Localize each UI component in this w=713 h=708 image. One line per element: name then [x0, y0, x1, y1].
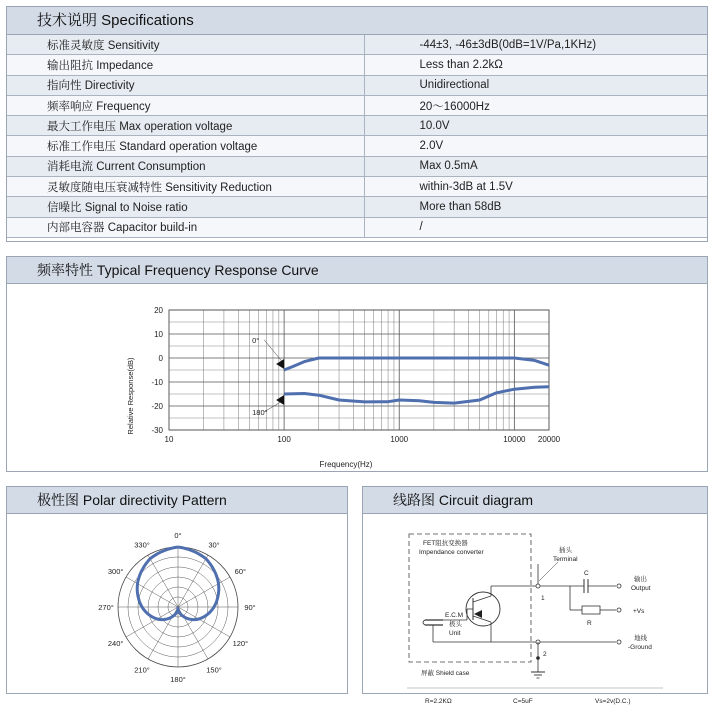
spec-value: More than 58dB — [364, 197, 707, 217]
polar-spoke — [148, 555, 178, 607]
footer-resistance: R=2.2KΩ — [425, 698, 452, 705]
specifications-panel — [6, 6, 708, 242]
polar-angle-label: 240° — [107, 639, 124, 648]
polar-angle-label: 0° — [174, 531, 182, 540]
resistor-label: R — [587, 620, 592, 627]
y-tick-label: -10 — [151, 378, 163, 387]
ground-label-cn: 地线 — [634, 635, 647, 642]
fet-label-en: Impendance converter — [419, 549, 484, 556]
spec-row — [7, 177, 707, 197]
circuit-diagram — [363, 514, 707, 705]
series-label: 0° — [252, 335, 260, 345]
spec-row — [7, 217, 707, 237]
polar-angle-label: 30° — [208, 540, 220, 550]
spec-row — [7, 197, 707, 217]
polar-angle-label: 120° — [232, 639, 249, 648]
polar-angle-label: 270° — [98, 603, 114, 612]
y-tick-label: -30 — [151, 426, 163, 435]
capacitor-label: C — [584, 570, 589, 577]
polar-pattern-panel — [6, 486, 348, 694]
spec-row — [7, 136, 707, 156]
polar-spoke — [178, 607, 230, 637]
spec-row — [7, 95, 707, 115]
frequency-response-panel — [6, 256, 708, 472]
polar-angle-label: 330° — [134, 540, 150, 550]
spec-row — [7, 156, 707, 176]
specifications-title: 技术说明 Specifications — [7, 7, 707, 35]
output-terminal — [617, 584, 621, 588]
polar-spoke — [178, 577, 230, 607]
vs-label: +Vs — [633, 608, 645, 615]
spec-value: 20～16000Hz — [364, 95, 707, 115]
circuit-diagram-panel — [362, 486, 708, 705]
x-tick-label: 100 — [277, 435, 291, 444]
spec-label: 输出阻抗 Impedance — [7, 55, 364, 75]
spec-label: 标准灵敏度 Sensitivity — [7, 35, 364, 55]
frequency-response-chart — [7, 284, 707, 471]
y-tick-label: 20 — [154, 306, 163, 315]
polar-angle-label: 60° — [234, 567, 247, 576]
pin-2-label: 2 — [543, 651, 547, 658]
spec-value: / — [364, 217, 707, 237]
spec-label: 指向性 Directivity — [7, 75, 364, 95]
spec-value: Less than 2.2kΩ — [364, 55, 707, 75]
x-axis-label: Frequency(Hz) — [319, 460, 373, 469]
y-tick-label: 10 — [154, 330, 163, 339]
ground-terminal — [617, 640, 621, 644]
circuit-diagram-title: 线路图 Circuit diagram — [363, 487, 707, 514]
x-tick-label: 10 — [164, 435, 174, 444]
spec-label: 标准工作电压 Standard operation voltage — [7, 136, 364, 156]
polar-angle-label: 210° — [134, 665, 150, 675]
polar-angle-label: 90° — [244, 603, 256, 612]
x-tick-label: 20000 — [537, 435, 561, 444]
frequency-response-title: 频率特性 Typical Frequency Response Curve — [7, 257, 707, 284]
spec-value: Max 0.5mA — [364, 156, 707, 176]
spec-value: 2.0V — [364, 136, 707, 156]
terminal-label-en: Terminal — [553, 556, 578, 563]
terminal-1 — [536, 584, 540, 588]
spec-label: 内部电容器 Capacitor build-in — [7, 217, 364, 237]
ecm-label-2: 极头 — [449, 621, 462, 628]
ecm-label-1: E.C.M — [445, 612, 464, 619]
spec-label: 消耗电流 Current Consumption — [7, 156, 364, 176]
spec-label: 频率响应 Frequency — [7, 95, 364, 115]
footer-capacitance: C=5uF — [513, 698, 533, 705]
pin-1-label: 1 — [541, 595, 545, 602]
polar-spoke — [178, 555, 208, 607]
spec-value: within-3dB at 1.5V — [364, 177, 707, 197]
ecm-label-3: Unit — [449, 630, 461, 637]
spec-row — [7, 55, 707, 75]
resistor — [582, 606, 600, 614]
spec-row — [7, 116, 707, 136]
x-tick-label: 10000 — [503, 435, 526, 444]
output-label-cn: 输出 — [634, 576, 647, 583]
specifications-table — [7, 35, 707, 238]
y-tick-label: 0 — [158, 354, 163, 363]
polar-pattern-chart — [7, 514, 347, 693]
spec-row — [7, 35, 707, 55]
y-tick-label: -20 — [151, 402, 163, 411]
series-label: 180° — [252, 407, 268, 417]
spec-value: Unidirectional — [364, 75, 707, 95]
polar-angle-label: 180° — [170, 675, 186, 684]
shield-case-label: 屏蔽 Shield case — [421, 670, 470, 677]
y-axis-label: Relative Response(dB) — [126, 357, 135, 435]
vs-terminal — [617, 608, 621, 612]
polar-spoke — [126, 577, 178, 607]
polar-spoke — [126, 607, 178, 637]
spec-value: 10.0V — [364, 116, 707, 136]
output-label-en: Output — [631, 585, 651, 592]
polar-pattern-title: 极性图 Polar directivity Pattern — [7, 487, 347, 514]
spec-label: 最大工作电压 Max operation voltage — [7, 116, 364, 136]
spec-row — [7, 75, 707, 95]
terminal-label-cn: 插头 — [559, 547, 572, 554]
spec-label: 灵敏度随电压衰减特性 Sensitivity Reduction — [7, 177, 364, 197]
ground-label-en: -Ground — [628, 644, 652, 651]
footer-supply-voltage: Vs=2v(D.C.) — [595, 698, 631, 705]
polar-angle-label: 150° — [206, 665, 222, 675]
x-tick-label: 1000 — [390, 435, 409, 444]
polar-angle-label: 300° — [107, 567, 124, 576]
fet-label-cn: FET阻抗变换器 — [423, 540, 468, 547]
spec-label: 信噪比 Signal to Noise ratio — [7, 197, 364, 217]
spec-value: -44±3, -46±3dB(0dB=1V/Pa,1KHz) — [364, 35, 707, 55]
